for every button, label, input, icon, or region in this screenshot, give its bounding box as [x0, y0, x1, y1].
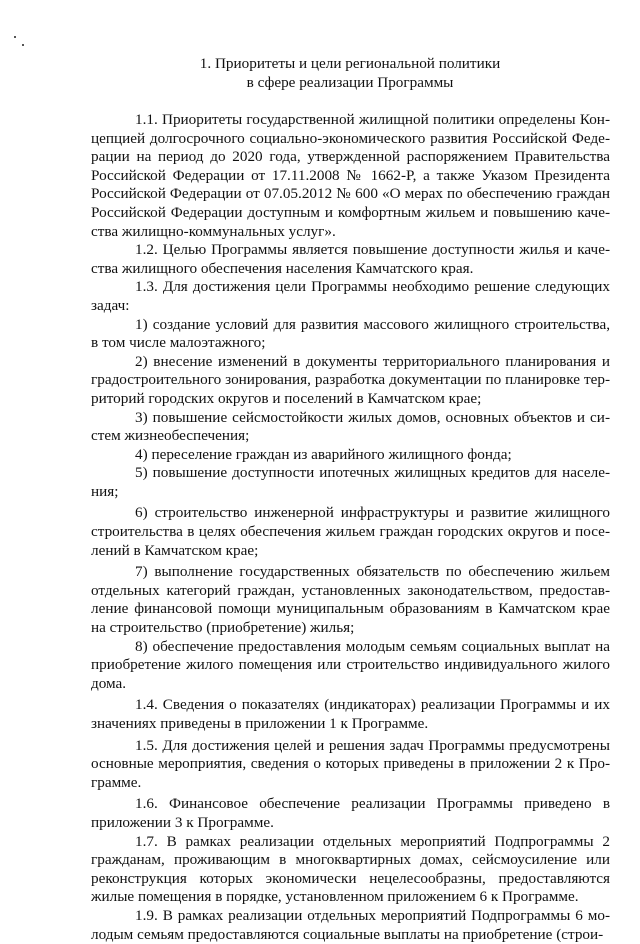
task-item-2: 2) внесение изменений в документы территориального планирования и градостроительного зонирования, разработка документации по планировке территорий городских округов и поселений в Камчатском крае; — [91, 352, 610, 407]
task-item-5: 5) повышение доступности ипотечных жилищных кредитов для населения; — [91, 464, 610, 500]
heading-line-2: в сфере реализации Программы — [246, 74, 454, 91]
paragraph-1-2: 1.2. Целью Программы является повышение доступности жилья и качества жилищного обеспечения населения Камчатского края. — [91, 241, 610, 277]
task-item-3: 3) повышение сейсмостойкости жилых домов, основных объектов и систем жизнеобеспечения; — [91, 408, 610, 445]
heading-line-1: 1. Приоритеты и цели региональной политики — [199, 55, 501, 72]
task-item-4: 4) переселение граждан из аварийного жилищного фонда; — [135, 445, 512, 463]
document-body — [91, 111, 610, 944]
section-heading — [90, 54, 610, 92]
paragraph-1-6: 1.6. Финансовое обеспечение реализации Программы приведено в приложении 3 к Программе. — [91, 795, 610, 831]
paragraph-1-9: 1.9. В рамках реализации отдельных мероприятий Подпрограммы 6 молодым семьям предоставляются социальные выплаты на приобретение (строи- — [91, 906, 610, 943]
paragraph-1-5: 1.5. Для достижения целей и решения задач Программы предусмотрены основные мероприятия, сведения о которых приведены в приложении 2 к Программе. — [91, 736, 610, 791]
paragraph-1-7: 1.7. В рамках реализации отдельных мероприятий Подпрограммы 2 гражданам, проживающим в многоквартирных домах, сейсмоусиление или реконструкция которых экономически нецелесообразны, предоставляются жилые помещения в порядке, установленном приложением 6 к Программе. — [91, 832, 610, 906]
scan-speck — [14, 36, 16, 38]
paragraph-1-3: 1.3. Для достижения цели Программы необходимо решение следующих задач: — [91, 278, 610, 314]
task-item-1: 1) создание условий для развития массового жилищного строительства, в том числе малоэтажного; — [91, 315, 610, 352]
task-item-8: 8) обеспечение предоставления молодым семьям социальных выплат на приобретение жилого помещения или строительство индивидуального жилого дома. — [91, 637, 610, 692]
paragraph-1-4: 1.4. Сведения о показателях (индикаторах) реализации Программы и их значениях приведены в приложении 1 к Программе. — [91, 696, 610, 732]
task-item-7: 7) выполнение государственных обязательств по обеспечению жильем отдельных категорий граждан, установленных законодательством, предоставление финансовой помощи муниципальным образованиям в Камчатском крае на строительство (приобретение) жилья; — [91, 563, 610, 637]
scan-speck — [22, 44, 24, 46]
paragraph-1-1: 1.1. Приоритеты государственной жилищной политики определены Концепцией долгосрочного социально-экономического развития Российской Федерации на период до 2020 года, утвержденной распоряжением Правительства Российской Федерации от 17.11.2008 № 1662-Р, а также Указом Президента Российской Федерации от 07.05.2012 № 600 «О мерах по обеспечению граждан Российской Федерации доступным и комфортным жильем и повышению качества жилищно-коммунальных услуг». — [91, 111, 610, 240]
task-item-6: 6) строительство инженерной инфраструктуры и развитие жилищного строительства в целях обеспечения жильем граждан городских округов и поселений в Камчатском крае; — [91, 504, 610, 559]
